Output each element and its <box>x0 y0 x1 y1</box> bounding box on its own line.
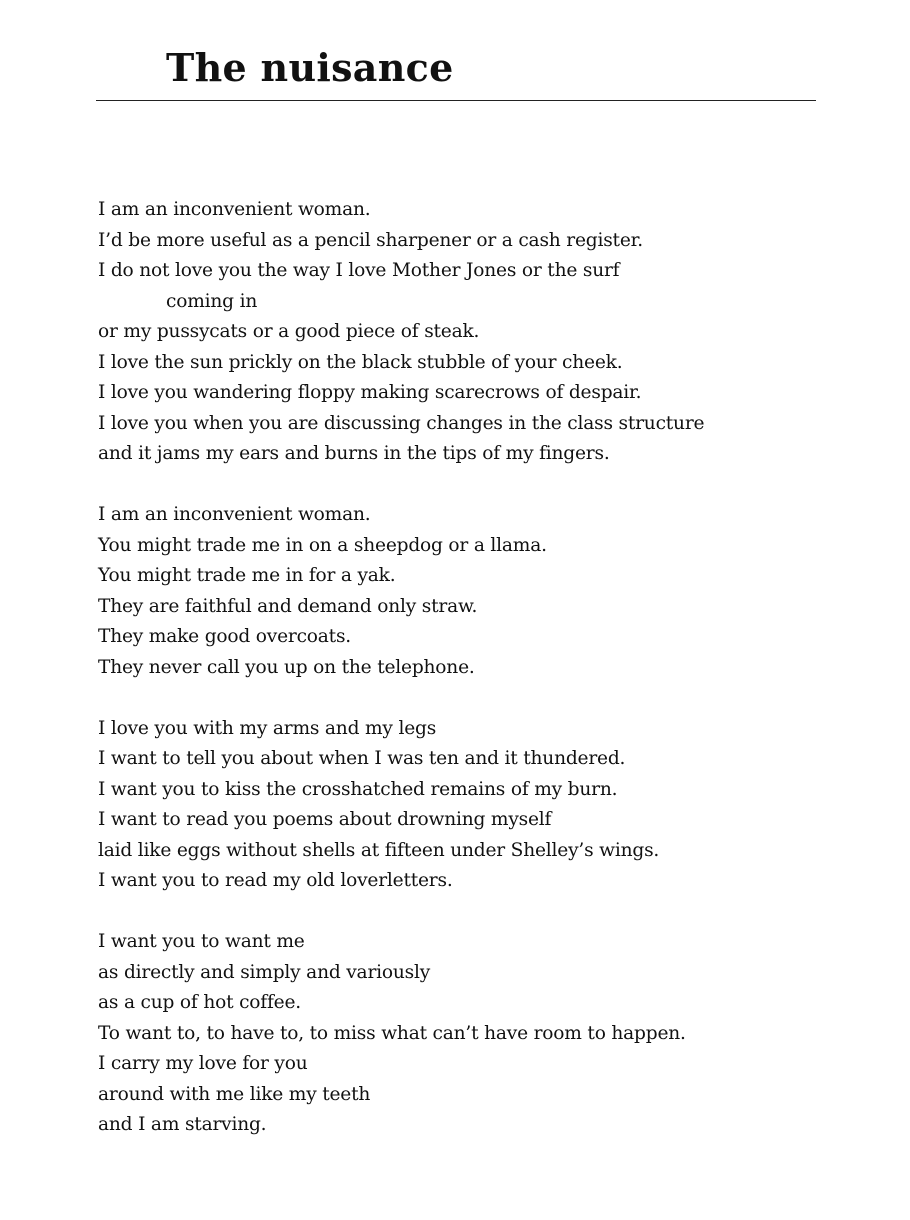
stanza-4 <box>98 927 878 1141</box>
poem-line: as directly and simply and variously <box>98 961 431 983</box>
poem-line: I love you when you are discussing changes in the class structure <box>98 412 705 434</box>
poem-line: I love the sun prickly on the black stubble of your cheek. <box>98 351 623 373</box>
poem-line: I want you to want me <box>98 931 305 952</box>
poem-line: I want you to kiss the crosshatched remains of my burn. <box>98 778 618 800</box>
poem-line: or my pussycats or a good piece of steak. <box>98 321 480 342</box>
stanza-3 <box>98 714 878 897</box>
poem-line-continuation: coming in <box>166 290 258 312</box>
page-title: The nuisance <box>166 45 454 90</box>
poem-line: I want you to read my old loverletters. <box>98 870 453 891</box>
poem-line: I want to tell you about when I was ten and it thundered. <box>98 748 626 769</box>
stanza-2 <box>98 500 878 683</box>
poem-line: I carry my love for you <box>98 1053 308 1074</box>
title-divider <box>96 100 816 101</box>
poem-line: and it jams my ears and burns in the tips of my fingers. <box>98 443 610 464</box>
poem-line: I am an inconvenient woman. <box>98 504 371 525</box>
poem-line: as a cup of hot coffee. <box>98 992 301 1013</box>
poem-body <box>98 195 878 1171</box>
poem-line: They make good overcoats. <box>98 626 352 647</box>
poem-line: To want to, to have to, to miss what can’t have room to happen. <box>98 1022 686 1044</box>
poem-line: You might trade me in for a yak. <box>98 565 396 586</box>
poem-line: I love you with my arms and my legs <box>98 717 437 739</box>
stanza-1 <box>98 195 878 470</box>
poem-line: I want to read you poems about drowning myself <box>98 809 552 830</box>
poem-line: They are faithful and demand only straw. <box>98 595 478 617</box>
poem-line: I am an inconvenient woman. <box>98 199 371 220</box>
poem-line: You might trade me in on a sheepdog or a llama. <box>98 534 547 556</box>
poem-line: I’d be more useful as a pencil sharpener or a cash register. <box>98 229 643 251</box>
poem-line: They never call you up on the telephone. <box>98 656 475 678</box>
poem-line: around with me like my teeth <box>98 1083 371 1105</box>
poem-line: laid like eggs without shells at fifteen under Shelley’s wings. <box>98 839 660 861</box>
poem-line: I do not love you the way I love Mother Jones or the surf <box>98 260 620 281</box>
poem-line: and I am starving. <box>98 1114 267 1135</box>
poem-line: I love you wandering floppy making scarecrows of despair. <box>98 382 642 403</box>
